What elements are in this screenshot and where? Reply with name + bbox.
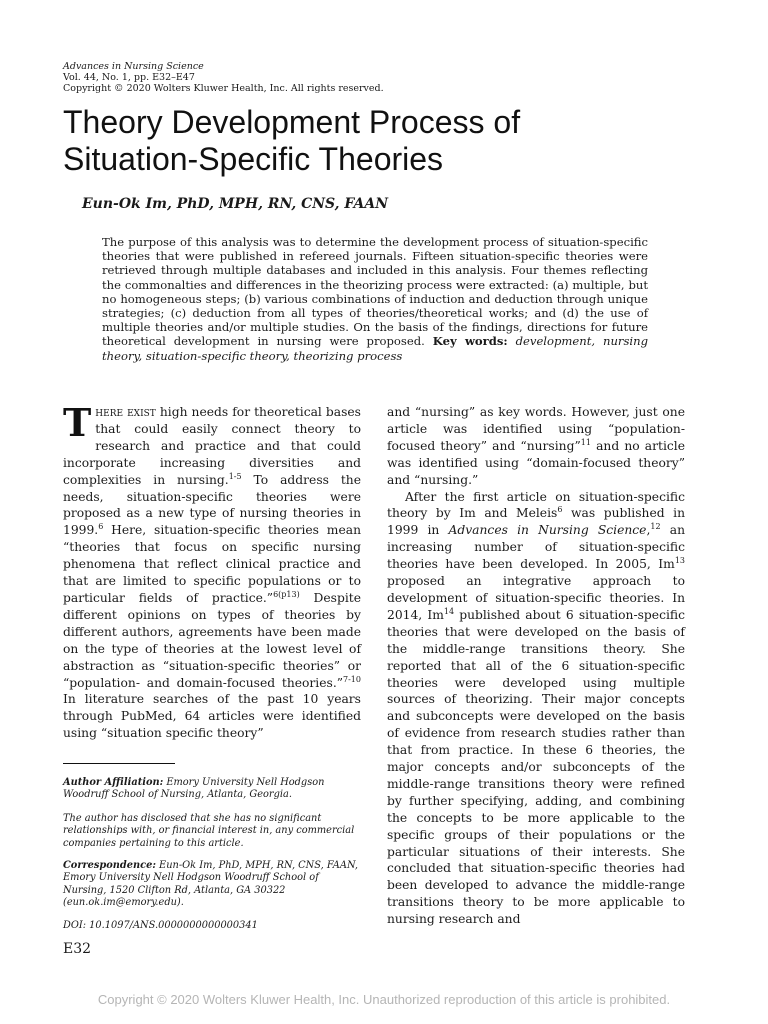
doi: DOI: 10.1097/ANS.0000000000000341 bbox=[63, 920, 258, 931]
intro-paragraph: There exist high needs for theoretical bases that could easily connect theory to research and practice and that could incorporate increasing diversities and complexities in nursing.$^{1-5}$ To address the needs, situation-specific theories were proposed as a new type of nursing theories in 1999.$^6$ Here, situation-specific theories mean “theories that focus on specific nursing phenomena that reflect clinical practice and that are limited to specific populations or to particular fields of practice.”$^{6(p13)}$ Despite different opinions on types of theories by different authors, agreements have been made on the type of theories at the lowest level of abstraction as “situation-specific theories” or “population- and domain-focused theories.”$^{7-10}$ In literature searches of the past 10 years through PubMed, 64 articles were identified using “situation specific theory” bbox=[63, 400, 361, 741]
abstract-text: The purpose of this analysis was to determine the development process of situation-specific theories that were published in refereed journals. Fifteen situation-specific theories were retrieved through multiple databases and included in this analysis. Four themes reflecting the commonalties and differences in the theorizing process were extracted: (a) multiple, but no homogeneous steps; (b) various combinations of induction and deduction through unique strategies; (c) deduction from all types of theories/theoretical works; and (d) the use of multiple theories and/or multiple studies. On the basis of the findings, directions for future theoretical development in nursing were proposed. bbox=[102, 235, 648, 349]
article-title bbox=[63, 104, 520, 178]
citation: 11 bbox=[580, 437, 591, 447]
disclosure-note: The author has disclosed that she has no significant relationships with, or financial interest in, any commercial companies pertaining to this article. bbox=[63, 813, 355, 849]
header-copyright: Copyright © 2020 Wolters Kluwer Health, Inc. All rights reserved. bbox=[63, 83, 384, 95]
citation: 6 bbox=[557, 505, 563, 515]
citation: 13 bbox=[674, 556, 685, 566]
body-column-left bbox=[63, 400, 361, 742]
journal-reference: Advances in Nursing Science bbox=[448, 523, 647, 538]
lead-in: here exist bbox=[95, 405, 156, 419]
citation: 6 bbox=[98, 522, 104, 532]
author-byline: Eun-Ok Im, PhD, MPH, RN, CNS, FAAN bbox=[82, 196, 389, 212]
title-line-2: Situation-Specific Theories bbox=[63, 141, 444, 177]
citation: 1-5 bbox=[228, 471, 242, 481]
author-affiliation: Author Affiliation: Emory University Nell Hodgson Woodruff School of Nursing, Atlanta, Georgia. bbox=[63, 777, 325, 801]
correspondence-note: Correspondence: Eun-Ok Im, PhD, MPH, RN, CNS, FAAN, Emory University Nell Hodgson Woodruff School of Nursing, 1520 Clifton Rd, Atlanta, GA 30322 (eun.ok.im@emory.edu). bbox=[63, 860, 358, 908]
keywords: development, nursing theory, situation-specific theory, theorizing process bbox=[102, 334, 649, 363]
journal-name: Advances in Nursing Science bbox=[63, 61, 204, 72]
body-column-right bbox=[387, 404, 685, 928]
citation: 12 bbox=[650, 522, 661, 532]
citation: 14 bbox=[443, 606, 455, 616]
keywords-label: Key words: bbox=[432, 334, 508, 349]
abstract bbox=[102, 235, 648, 363]
copyright-watermark: Copyright © 2020 Wolters Kluwer Health, Inc. Unauthorized reproduction of this article is prohibited. bbox=[97, 992, 671, 1007]
citation: 7-10 bbox=[343, 674, 361, 684]
title-line-1: Theory Development Process of bbox=[63, 104, 521, 140]
drop-cap: T bbox=[63, 400, 92, 445]
paragraph-continued: and “nursing” as key words. However, just one article was identified using “population-focused theory” and “nursing”$^{11}$ and no article was identified using “domain-focused theory” and “nursing.” bbox=[387, 405, 685, 487]
citation: 6(p13) bbox=[273, 589, 300, 599]
page-number: E32 bbox=[63, 941, 92, 957]
footnote-divider bbox=[63, 763, 175, 764]
paragraph-2: After the first article on situation-specific theory by Im and Meleis$^6$ was published in 1999 in Advances in Nursing Science,$^{12}$ an increasing number of situation-specific theories have been developed. In 2005, Im$^{13}$ proposed an integrative approach to development of situation-specific theories. In 2014, Im$^{14}$ published about 6 situation-specific theories that were developed on the basis of the middle-range transitions theory. She reported that all of the 6 situation-specific theories were developed using multiple sources of theorizing. Their major concepts and subconcepts were developed on the basis of evidence from research studies rather than that from practice. In these 6 theories, the major concepts and/or subconcepts of the middle-range transitions theory were refined by further specifying, adding, and combining the concepts to be more applicable to the specific groups of their populations or the particular situations of their interests. She concluded that situation-specific theories had been developed to advance the middle-range transitions theory to be more applicable to nursing research and bbox=[387, 489, 686, 927]
journal-header bbox=[63, 61, 384, 95]
volume-info: Vol. 44, No. 1, pp. E32–E47 bbox=[63, 72, 195, 84]
